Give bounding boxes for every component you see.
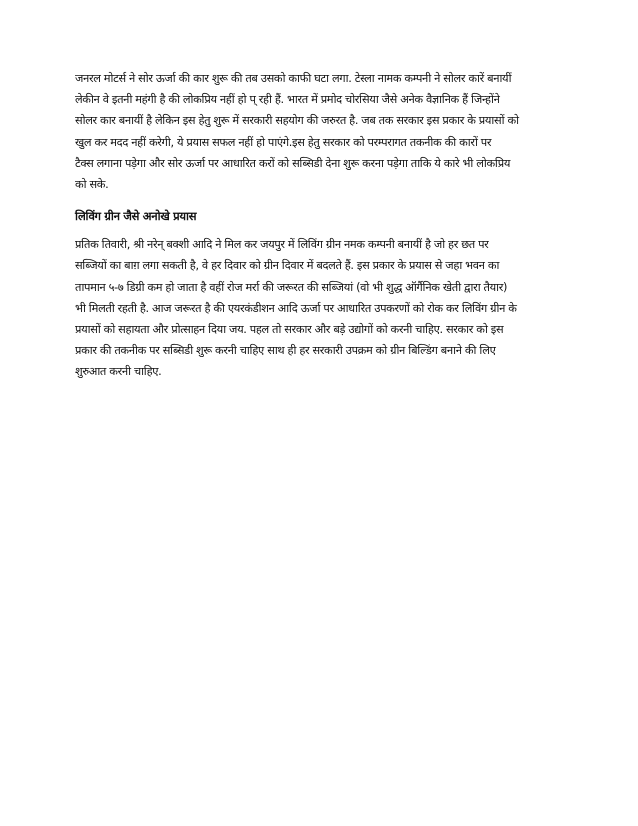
text-line: खुल कर मदद नहीं करेगी, ये प्रयास सफल नहीं हो पाएंगे.इस हेतु सरकार को परम्परागत तकनीक की कारों पर <box>75 135 492 149</box>
text-line: को सके. <box>75 178 109 192</box>
paragraph-living-green <box>75 234 565 382</box>
text-line: सब्जियों का बाग़ लगा सकती है, वे हर दिवार को ग्रीन दिवार में बदलते हैं. इस प्रकार के प्रयास से जहा भवन का <box>75 259 500 273</box>
text-line: लेकीन वे इतनी महंगी है की लोकप्रिय नहीं हो प् रही हैं. भारत में प्रमोद चोरसिया जैसे अनेक वैज्ञानिक हैं जिन्होंने <box>75 93 500 107</box>
section-heading: लिविंग ग्रीन जैसे अनोखे प्रयास <box>75 209 197 224</box>
text-line: सोलर कार बनायीं है लेकिन इस हेतु शुरू में सरकारी सहयोग की जरुरत है. जब तक सरकार इस प्रकार के प्रयासों को <box>75 114 519 128</box>
text-line: प्रतिक तिवारी, श्री नरेन् बक्शी आदि ने मिल कर जयपुर में लिविंग ग्रीन नमक कम्पनी बनायीं है जो हर छत पर <box>75 238 489 252</box>
text-line: भी मिलती रहती है. आज जरूरत है की एयरकंडीशन आदि ऊर्जा पर आधारित उपकरणों को रोक कर लिविंग ग्रीन के <box>75 301 517 315</box>
document-page <box>75 68 565 383</box>
text-line: प्रयासों को सहायता और प्रोत्साहन दिया जय. पहल तो सरकार और बड़े उद्योगों को करनी चाहिए. सरकार को इस <box>75 323 504 337</box>
text-line: शुरुआत करनी चाहिए. <box>75 365 162 379</box>
paragraph-solar-cars <box>75 68 565 195</box>
text-line: प्रकार की तकनीक पर सब्सिडी शुरू करनी चाहिए साथ ही हर सरकारी उपक्रम को ग्रीन बिल्डिंग बनाने की लिए <box>75 344 496 358</box>
text-line: टैक्स लगाना पड़ेगा और सोर ऊर्जा पर आधारित करों को सब्सिडी देना शुरू करना पड़ेगा ताकि ये कारे भी लोकप्रिय <box>75 156 511 170</box>
text-line: तापमान ५-७ डिग्री कम हो जाता है वहीं रोज मर्रा की जरूरत की सब्जियां (वो भी शुद्ध ऑर्गैनिक खेती द्वारा तैयार) <box>75 280 508 294</box>
text-line: जनरल मोटर्स ने सोर ऊर्जा की कार शुरू की तब उसको काफी घटा लगा. टेस्ला नामक कम्पनी ने सोलर कारें बनायीं <box>75 72 512 85</box>
